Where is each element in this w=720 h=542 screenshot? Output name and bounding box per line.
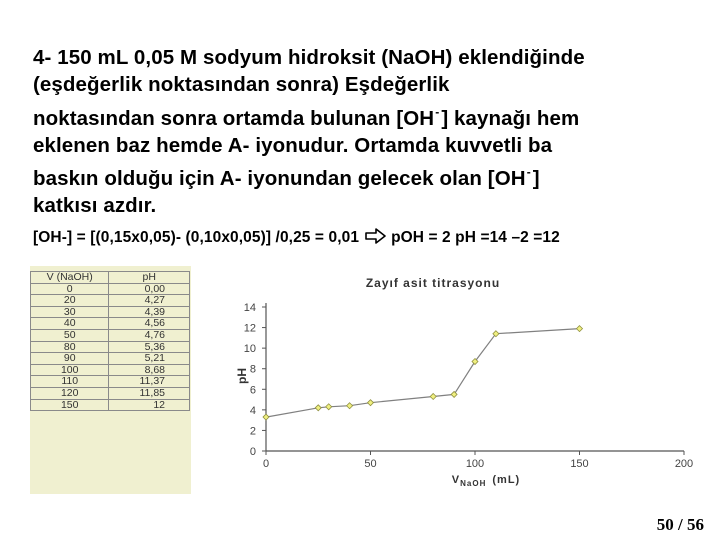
- table-row: [31, 387, 190, 399]
- titration-figure: [30, 266, 694, 494]
- table-cell-volume: 30: [31, 306, 109, 318]
- data-point: [263, 414, 269, 420]
- x-axis-label-main: V: [451, 474, 461, 486]
- y-tick-label: 10: [243, 343, 256, 356]
- paragraph-line-3-end: ] kaynağı hem: [441, 106, 580, 130]
- x-tick-label: 200: [674, 458, 694, 470]
- table-row: [31, 329, 190, 341]
- table-cell-volume: 100: [31, 364, 109, 376]
- titration-chart: [191, 266, 694, 494]
- table-cell-ph: 8,68: [109, 364, 190, 376]
- x-tick-label: 50: [364, 458, 377, 470]
- table-cell-volume: 80: [31, 341, 109, 353]
- table-row: [31, 283, 190, 295]
- paragraph-line-5: [33, 159, 713, 192]
- formula-result: pOH = 2 pH =14 –2 =12: [391, 229, 560, 246]
- table-header-row: [31, 272, 190, 284]
- paragraph-line-3: [33, 99, 713, 132]
- table-cell-ph: 5,21: [109, 353, 190, 365]
- paragraph-line-5-start: baskın olduğu için A- iyonundan gelecek olan [OH: [33, 167, 526, 191]
- minus-superscript: -: [526, 165, 531, 180]
- y-tick-label: 0: [249, 446, 256, 458]
- table-cell-ph: 5,36: [109, 341, 190, 353]
- data-point: [347, 403, 353, 409]
- table-cell-volume: 150: [31, 399, 109, 411]
- paragraph-line-5-end: ]: [532, 167, 540, 191]
- table-cell-volume: 0: [31, 283, 109, 295]
- y-tick-label: 6: [249, 384, 256, 397]
- data-point: [326, 404, 332, 410]
- explanation-paragraph: [33, 44, 713, 220]
- paragraph-line-2: (eşdeğerlik noktasından sonra) Eşdeğerlik: [33, 73, 450, 97]
- paragraph-line-4: eklenen baz hemde A- iyonudur. Ortamda kuvvetli ba: [33, 133, 553, 157]
- table-cell-ph: 12: [109, 399, 190, 411]
- formula-line: [33, 228, 560, 247]
- data-point: [430, 393, 436, 399]
- table-header-ph: pH: [109, 272, 190, 284]
- titration-data-table: [30, 271, 190, 411]
- table-row: [31, 306, 190, 318]
- table-row: [31, 399, 190, 411]
- chart-panel: [191, 266, 694, 494]
- y-tick-label: 4: [249, 404, 256, 417]
- data-point: [368, 400, 374, 406]
- table-cell-ph: 4,76: [109, 329, 190, 341]
- x-tick-label: 100: [465, 458, 485, 470]
- table-header-volume: V (NaOH): [31, 272, 109, 284]
- paragraph-line-1: 4- 150 mL 0,05 M sodyum hidroksit (NaOH) eklendiğinde: [33, 46, 585, 69]
- table-cell-volume: 110: [31, 376, 109, 388]
- page-number: 50 / 56: [656, 515, 704, 534]
- x-axis-label-sub: NaOH: [460, 479, 487, 488]
- table-row: [31, 295, 190, 307]
- y-tick-label: 12: [243, 322, 256, 335]
- y-axis-label: pH: [235, 368, 249, 384]
- table-row: [31, 318, 190, 330]
- ph-curve-line: [266, 329, 580, 418]
- y-tick-label: 2: [249, 425, 256, 438]
- table-cell-volume: 120: [31, 387, 109, 399]
- table-cell-ph: 11,85: [109, 387, 190, 399]
- table-cell-volume: 40: [31, 318, 109, 330]
- x-axis-label-unit: (mL): [492, 474, 521, 486]
- x-tick-label: 0: [262, 458, 270, 470]
- table-cell-ph: 11,37: [109, 376, 190, 388]
- x-axis-label: [452, 474, 520, 488]
- paragraph-line-6: katkısı azdır.: [33, 194, 157, 218]
- table-cell-volume: 90: [31, 353, 109, 365]
- paragraph-line-3-start: noktasından sonra ortamda bulunan [OH: [33, 106, 435, 130]
- y-tick-label: 8: [249, 363, 256, 376]
- table-cell-volume: 50: [31, 329, 109, 341]
- y-tick-label: 14: [243, 302, 256, 314]
- data-point: [315, 405, 321, 411]
- data-point: [577, 326, 583, 332]
- table-cell-ph: 4,27: [109, 295, 190, 307]
- table-cell-ph: 4,56: [109, 318, 190, 330]
- table-row: [31, 341, 190, 353]
- arrow-right-icon: [365, 228, 387, 244]
- chart-title: Zayıf asit titrasyonu: [365, 276, 501, 290]
- data-point: [451, 391, 457, 397]
- formula-calculation: [OH-] = [(0,15x0,05)- (0,10x0,05)] /0,25 = 0,01: [33, 229, 360, 246]
- minus-superscript: -: [435, 104, 440, 119]
- table-row: [31, 376, 190, 388]
- table-cell-volume: 20: [31, 295, 109, 307]
- table-body: [31, 283, 190, 411]
- table-row: [31, 353, 190, 365]
- table-cell-ph: 4,39: [109, 306, 190, 318]
- x-tick-label: 150: [570, 458, 589, 470]
- table-row: [31, 364, 190, 376]
- table-cell-ph: 0,00: [109, 283, 190, 295]
